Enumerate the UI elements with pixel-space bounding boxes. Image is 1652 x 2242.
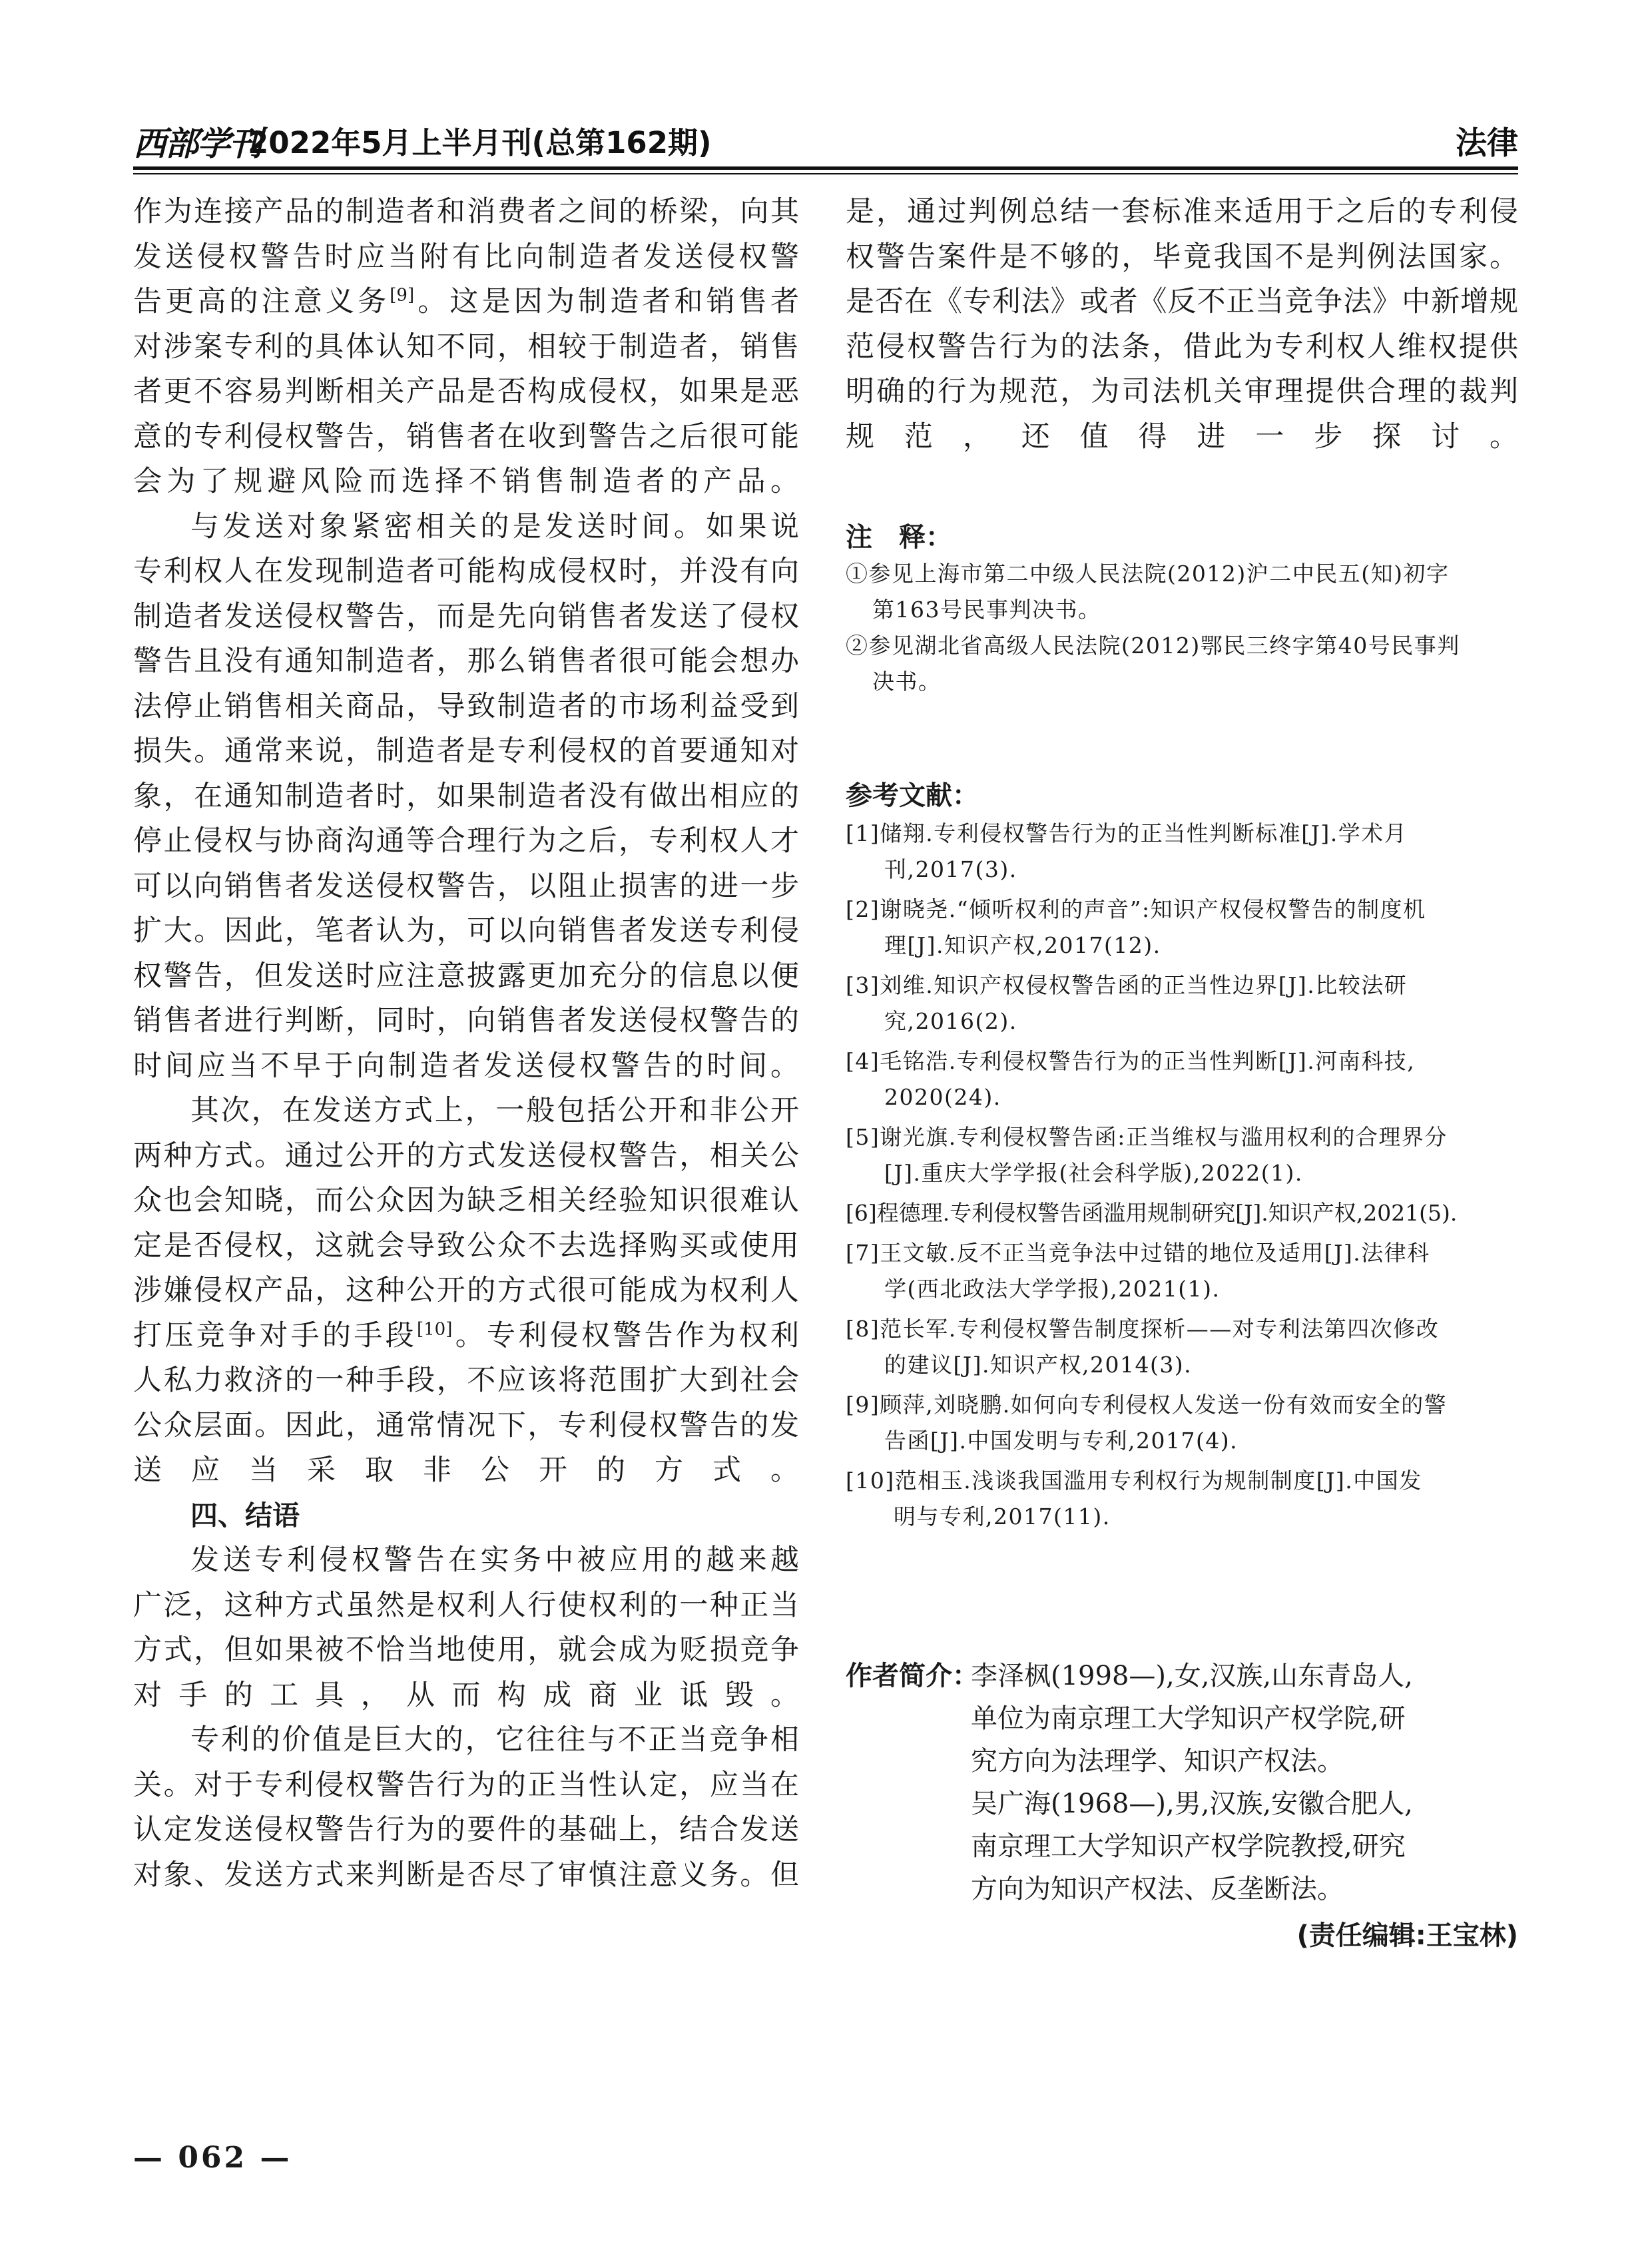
bio-line: 方向为知识产权法、反垄断法。 bbox=[971, 1874, 1344, 1904]
reference-item bbox=[846, 968, 1518, 1039]
reference-item bbox=[846, 1235, 1518, 1307]
text-line bbox=[133, 1314, 799, 1359]
text-line: 可以向销售者发送侵权警告，以阻止损害的进一步 bbox=[133, 869, 799, 903]
reference-item bbox=[846, 1195, 1518, 1231]
reference-item bbox=[846, 1311, 1518, 1383]
text-line: 广泛，这种方式虽然是权利人行使权利的一种正当 bbox=[133, 1588, 799, 1622]
reference-line: [5]谢光旗.专利侵权警告函:正当维权与滥用权利的合理界分 bbox=[846, 1124, 1448, 1150]
reference-line: 的建议[J].知识产权,2014(3). bbox=[884, 1352, 1193, 1378]
text-line: 权警告，但发送时应注意披露更加充分的信息以便 bbox=[133, 959, 799, 993]
note-line: 第163号民事判决书。 bbox=[872, 597, 1101, 623]
note-line: 决书。 bbox=[872, 669, 942, 695]
text-line: 专利的价值是巨大的，它往往与不正当竞争相 bbox=[190, 1723, 799, 1757]
notes-heading: 注 释： bbox=[846, 522, 952, 553]
citation-ref[interactable]: [9] bbox=[390, 285, 415, 306]
responsible-editor: (责任编辑:王宝林) bbox=[1296, 1920, 1518, 1951]
text-line: 两种方式。通过公开的方式发送侵权警告，相关公 bbox=[133, 1139, 799, 1173]
text-line: 规范，还值得进一步探讨。 bbox=[846, 420, 1518, 453]
journal-logo: 西部学刊 bbox=[133, 124, 261, 163]
text-line: 会为了规避风险而选择不销售制造者的产品。 bbox=[133, 465, 799, 498]
text-line: 其次，在发送方式上，一般包括公开和非公开 bbox=[190, 1094, 799, 1127]
journal-issue: 2022年5月上半月刊(总第162期) bbox=[248, 125, 712, 160]
header-rule-thin bbox=[133, 173, 1518, 174]
author-bio-body bbox=[971, 1655, 1518, 1910]
text-line: 发送侵权警告时应当附有比向制造者发送侵权警 bbox=[133, 240, 799, 274]
text-line: 损失。通常来说，制造者是专利侵权的首要通知对 bbox=[133, 734, 799, 768]
note-item bbox=[846, 556, 1518, 628]
author-bio-label: 作者简介： bbox=[846, 1661, 979, 1691]
text-line: 时间应当不早于向制造者发送侵权警告的时间。 bbox=[133, 1049, 799, 1083]
reference-line: [4]毛铭浩.专利侵权警告行为的正当性判断[J].河南科技, bbox=[846, 1048, 1416, 1074]
text-line: 认定发送侵权警告行为的要件的基础上，结合发送 bbox=[133, 1813, 799, 1846]
text-line: 公众层面。因此，通常情况下，专利侵权警告的发 bbox=[133, 1408, 799, 1442]
text-line: 对手的工具，从而构成商业诋毁。 bbox=[133, 1678, 799, 1712]
author-bio bbox=[846, 1655, 1518, 1921]
section-label: 法律 bbox=[1456, 125, 1518, 162]
reference-item bbox=[846, 1463, 1518, 1535]
reference-line: [J].重庆大学学报(社会科学版),2022(1). bbox=[884, 1160, 1303, 1186]
page-header bbox=[133, 112, 1518, 165]
text-line: 与发送对象紧密相关的是发送时间。如果说 bbox=[190, 509, 799, 543]
body-paragraph-6 bbox=[846, 190, 1518, 459]
reference-line: [10]范相玉.浅谈我国滥用专利权行为规制制度[J].中国发 bbox=[846, 1468, 1422, 1494]
note-line: ①参见上海市第二中级人民法院(2012)沪二中民五(知)初字 bbox=[846, 561, 1450, 587]
text-line: 范侵权警告行为的法条，借此为专利权人维权提供 bbox=[846, 330, 1518, 364]
reference-line: 理[J].知识产权,2017(12). bbox=[884, 932, 1161, 958]
body-paragraph-2 bbox=[133, 505, 799, 1089]
note-item bbox=[846, 628, 1518, 700]
text-line: 专利权人在发现制造者可能构成侵权时，并没有向 bbox=[133, 555, 799, 588]
header-rule-thick bbox=[133, 166, 1518, 170]
reference-item bbox=[846, 892, 1518, 964]
citation-ref[interactable]: [10] bbox=[416, 1319, 453, 1340]
text-line: 者更不容易判断相关产品是否构成侵权，如果是恶 bbox=[133, 375, 799, 408]
text-line-part: 告更高的注意义务 bbox=[133, 285, 390, 318]
reference-line: [9]顾萍,刘晓鹏.如何向专利侵权人发送一份有效而安全的警 bbox=[846, 1392, 1448, 1418]
text-line: 象，在通知制造者时，如果制造者没有做出相应的 bbox=[133, 779, 799, 813]
reference-item bbox=[846, 1387, 1518, 1459]
section-heading: 四、结语 bbox=[190, 1499, 300, 1532]
text-line-part: 。这是因为制造者和销售者 bbox=[414, 285, 799, 318]
reference-line: 学(西北政法大学学报),2021(1). bbox=[884, 1276, 1221, 1302]
reference-line: [3]刘维.知识产权侵权警告函的正当性边界[J].比较法研 bbox=[846, 972, 1408, 998]
text-line: 关。对于专利侵权警告行为的正当性认定，应当在 bbox=[133, 1768, 799, 1802]
body-paragraph-5 bbox=[133, 1718, 799, 1898]
text-line: 定是否侵权，这就会导致公众不去选择购买或使用 bbox=[133, 1229, 799, 1262]
text-line: 明确的行为规范，为司法机关审理提供合理的裁判 bbox=[846, 375, 1518, 408]
text-line: 对涉案专利的具体认知不同，相较于制造者，销售 bbox=[133, 330, 799, 364]
reference-line: [1]储翔.专利侵权警告行为的正当性判断标准[J].学术月 bbox=[846, 820, 1408, 846]
text-line: 作为连接产品的制造者和消费者之间的桥梁，向其 bbox=[133, 195, 799, 228]
bio-line: 单位为南京理工大学知识产权学院,研 bbox=[971, 1703, 1406, 1734]
notes-list bbox=[846, 556, 1518, 700]
right-column bbox=[846, 190, 1518, 1951]
reference-line: 2020(24). bbox=[884, 1084, 1001, 1110]
text-line: 扩大。因此，笔者认为，可以向销售者发送专利侵 bbox=[133, 914, 799, 948]
reference-item bbox=[846, 1043, 1518, 1115]
text-line: 人私力救济的一种手段，不应该将范围扩大到社会 bbox=[133, 1364, 799, 1397]
note-line: ②参见湖北省高级人民法院(2012)鄂民三终字第40号民事判 bbox=[846, 633, 1460, 659]
body-paragraph-4 bbox=[133, 1538, 799, 1718]
references-heading: 参考文献： bbox=[846, 780, 979, 811]
text-line: 送应当采取非公开的方式。 bbox=[133, 1454, 799, 1487]
body-paragraph-1 bbox=[133, 190, 799, 505]
reference-line: [7]王文敏.反不正当竞争法中过错的地位及适用[J].法律科 bbox=[846, 1240, 1430, 1266]
bio-line: 究方向为法理学、知识产权法。 bbox=[971, 1746, 1344, 1777]
text-line: 权警告案件是不够的，毕竟我国不是判例法国家。 bbox=[846, 240, 1518, 274]
bio-line: 吴广海(1968—),男,汉族,安徽合肥人, bbox=[971, 1789, 1413, 1819]
left-column bbox=[133, 190, 799, 1898]
reference-line: 刊,2017(3). bbox=[884, 856, 1017, 882]
reference-line: 明与专利,2017(11). bbox=[894, 1504, 1111, 1530]
text-line: 销售者进行判断，同时，向销售者发送侵权警告的 bbox=[133, 1004, 799, 1037]
reference-line: 告函[J].中国发明与专利,2017(4). bbox=[884, 1428, 1239, 1454]
text-line: 法停止销售相关商品，导致制造者的市场利益受到 bbox=[133, 689, 799, 723]
reference-line: [8]范长军.专利侵权警告制度探析——对专利法第四次修改 bbox=[846, 1316, 1440, 1342]
bio-line: 李泽枫(1998—),女,汉族,山东青岛人, bbox=[971, 1661, 1413, 1691]
body-paragraph-3 bbox=[133, 1089, 799, 1494]
text-line: 涉嫌侵权产品，这种公开的方式很可能成为权利人 bbox=[133, 1274, 799, 1307]
text-line: 警告且没有通知制造者，那么销售者很可能会想办 bbox=[133, 645, 799, 678]
text-line: 是否在《专利法》或者《反不正当竞争法》中新增规 bbox=[846, 285, 1518, 318]
reference-item bbox=[846, 816, 1518, 888]
page-number: — 062 — bbox=[133, 2141, 292, 2175]
text-line: 众也会知晓，而公众因为缺乏相关经验知识很难认 bbox=[133, 1184, 799, 1217]
reference-item bbox=[846, 1119, 1518, 1191]
text-line: 是，通过判例总结一套标准来适用于之后的专利侵 bbox=[846, 195, 1518, 228]
text-line: 对象、发送方式来判断是否尽了审慎注意义务。但 bbox=[133, 1858, 799, 1892]
text-line: 制造者发送侵权警告，而是先向销售者发送了侵权 bbox=[133, 599, 799, 633]
bio-line: 南京理工大学知识产权学院教授,研究 bbox=[971, 1831, 1406, 1862]
text-line: 发送专利侵权警告在实务中被应用的越来越 bbox=[190, 1543, 799, 1577]
reference-line: 究,2016(2). bbox=[884, 1008, 1017, 1034]
text-line bbox=[133, 280, 799, 325]
text-line: 停止侵权与协商沟通等合理行为之后，专利权人才 bbox=[133, 824, 799, 858]
text-line: 意的专利侵权警告，销售者在收到警告之后很可能 bbox=[133, 420, 799, 453]
reference-line: [2]谢晓尧.“倾听权利的声音”:知识产权侵权警告的制度机 bbox=[846, 896, 1426, 922]
reference-line: [6]程德理.专利侵权警告函滥用规制研究[J].知识产权,2021(5). bbox=[846, 1200, 1458, 1226]
references-list bbox=[846, 816, 1518, 1539]
text-line-part: 打压竞争对手的手段 bbox=[133, 1318, 417, 1352]
text-line: 方式，但如果被不恰当地使用，就会成为贬损竞争 bbox=[133, 1633, 799, 1667]
text-line-part: 。专利侵权警告作为权利 bbox=[452, 1318, 799, 1352]
